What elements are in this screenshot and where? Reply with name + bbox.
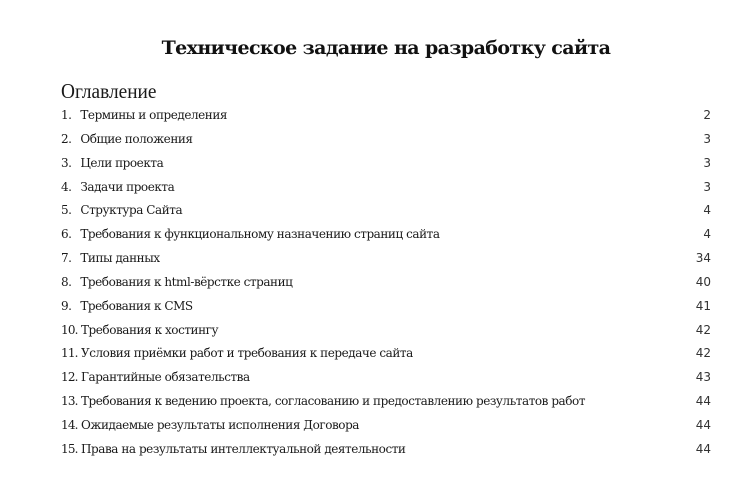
toc-entry-11[interactable] <box>61 343 711 367</box>
toc-entry-number: 1. <box>61 108 72 122</box>
toc-entry-page: 2 <box>703 108 711 122</box>
toc-entry-title: Условия приёмки работ и требования к передаче сайта <box>81 346 413 361</box>
table-of-contents <box>61 105 711 463</box>
toc-entry-8[interactable] <box>61 272 711 296</box>
toc-entry-9[interactable] <box>61 296 711 320</box>
toc-entry-12[interactable] <box>61 367 711 391</box>
toc-entry-page: 3 <box>703 179 711 194</box>
toc-entry-1[interactable] <box>61 105 711 129</box>
toc-entry-title: Требования к CMS <box>80 298 193 313</box>
toc-entry-title: Требования к функциональному назначению страниц сайта <box>80 227 440 242</box>
toc-entry-page: 42 <box>695 346 711 361</box>
toc-entry-number: 12. <box>61 370 78 385</box>
toc-entry-title: Требования к ведению проекта, согласованию и предоставлению результатов работ <box>81 394 586 409</box>
toc-entry-7[interactable] <box>61 248 711 272</box>
toc-entry-page: 41 <box>695 298 711 313</box>
toc-entry-10[interactable] <box>61 320 711 344</box>
toc-entry-title: Термины и определения <box>80 108 228 122</box>
toc-entry-page: 4 <box>703 203 711 218</box>
toc-entry-number: 14. <box>61 417 78 432</box>
document-title: Техническое задание на разработку сайта <box>161 37 611 59</box>
toc-entry-number: 5. <box>61 203 72 218</box>
toc-entry-14[interactable] <box>61 415 711 439</box>
toc-entry-3[interactable] <box>61 153 711 177</box>
toc-entry-title: Права на результаты интеллектуальной деятельности <box>81 441 406 456</box>
toc-entry-title: Цели проекта <box>80 155 164 170</box>
toc-heading: Оглавление <box>61 79 157 103</box>
toc-entry-title: Структура Сайта <box>80 203 183 218</box>
toc-entry-page: 44 <box>695 441 711 456</box>
toc-entry-number: 2. <box>61 131 72 146</box>
toc-entry-page: 44 <box>695 417 711 432</box>
toc-entry-5[interactable] <box>61 200 711 224</box>
toc-entry-title: Требования к html-вёрстке страниц <box>80 274 293 289</box>
toc-entry-page: 44 <box>695 394 711 409</box>
toc-entry-title: Требования к хостингу <box>81 322 219 337</box>
toc-entry-page: 4 <box>703 227 711 242</box>
toc-entry-number: 6. <box>61 227 72 242</box>
toc-entry-page: 3 <box>703 155 711 170</box>
toc-entry-page: 3 <box>703 131 711 146</box>
toc-entry-number: 8. <box>61 274 72 289</box>
toc-entry-title: Общие положения <box>80 131 193 146</box>
toc-entry-number: 4. <box>61 179 72 194</box>
toc-entry-6[interactable] <box>61 224 711 248</box>
toc-entry-13[interactable] <box>61 391 711 415</box>
toc-entry-title: Ожидаемые результаты исполнения Договора <box>81 417 360 432</box>
toc-entry-number: 3. <box>61 155 72 170</box>
toc-entry-page: 42 <box>695 322 711 337</box>
toc-entry-page: 40 <box>695 274 711 289</box>
toc-entry-page: 34 <box>695 251 711 266</box>
toc-entry-number: 9. <box>61 298 72 313</box>
toc-entry-2[interactable] <box>61 129 711 153</box>
toc-entry-title: Задачи проекта <box>80 179 175 194</box>
toc-entry-title: Типы данных <box>80 251 160 266</box>
toc-entry-number: 10. <box>61 322 78 337</box>
toc-entry-number: 13. <box>61 394 78 409</box>
toc-entry-15[interactable] <box>61 439 711 463</box>
toc-entry-4[interactable] <box>61 177 711 201</box>
toc-entry-page: 43 <box>695 370 711 385</box>
toc-entry-number: 15. <box>61 441 78 456</box>
toc-entry-number: 11. <box>61 346 78 361</box>
toc-entry-number: 7. <box>61 251 72 266</box>
toc-entry-title: Гарантийные обязательства <box>81 370 250 385</box>
